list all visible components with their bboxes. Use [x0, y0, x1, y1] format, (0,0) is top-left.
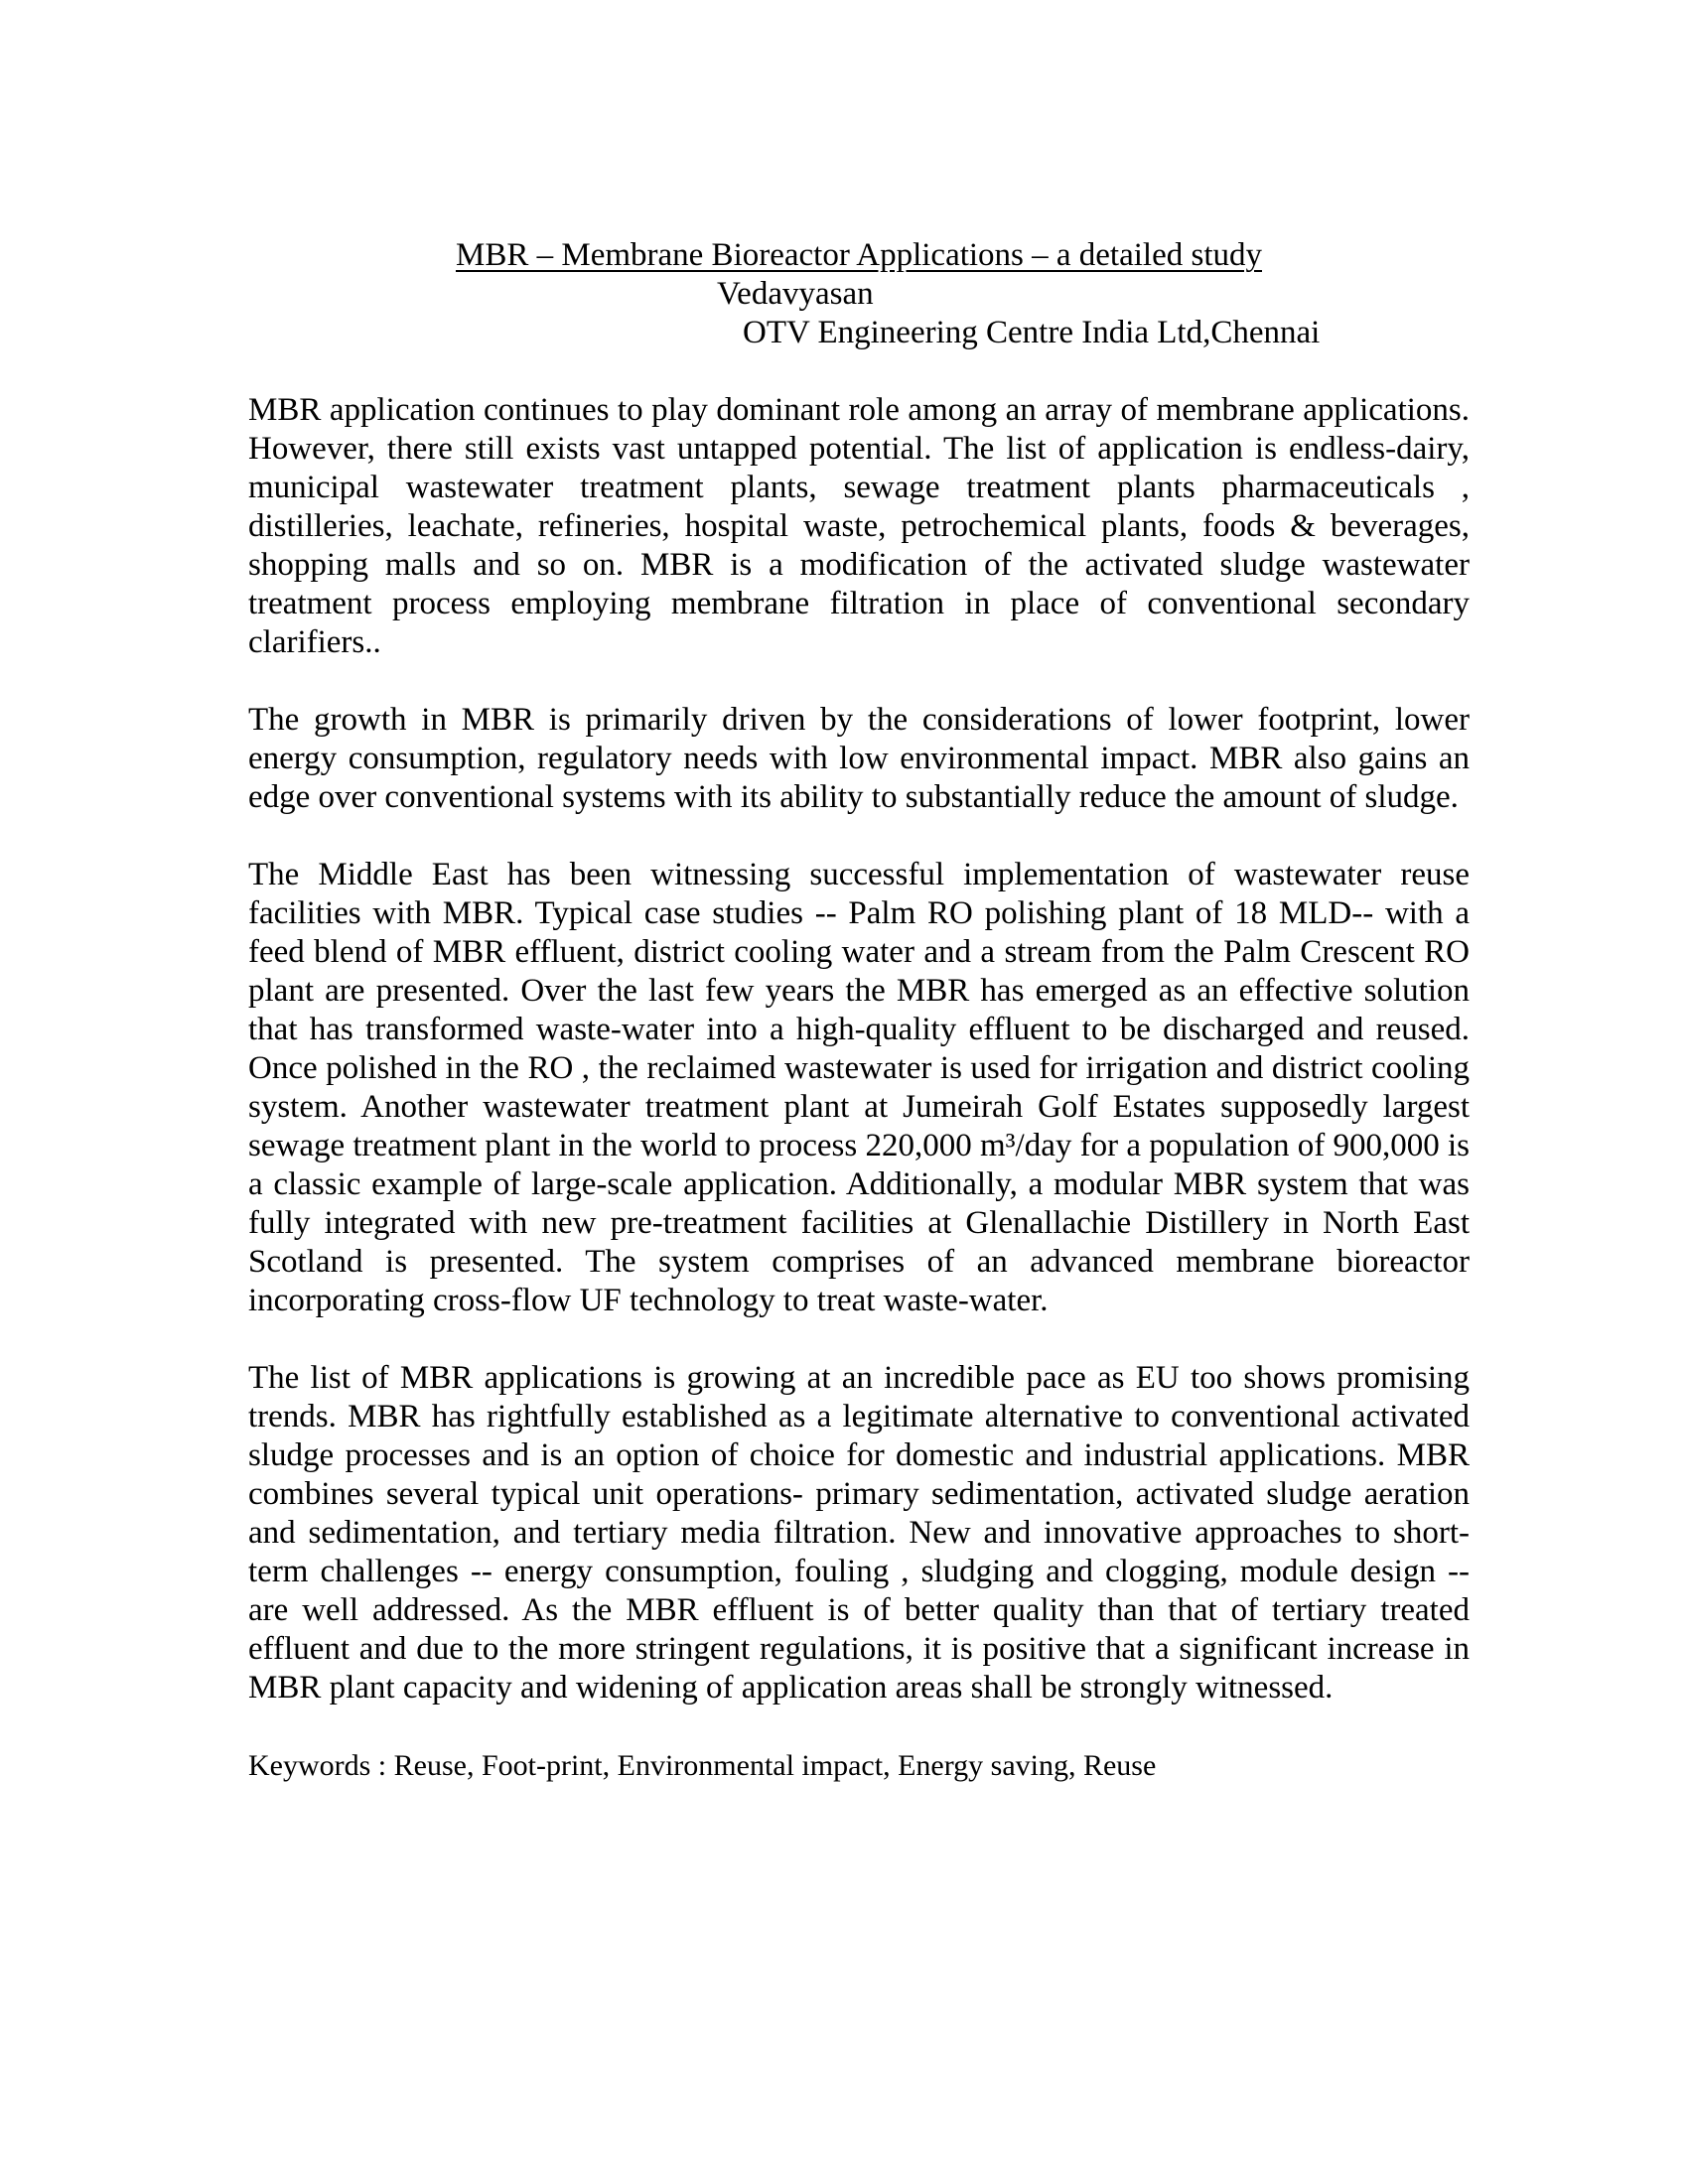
keywords-label: Keywords :: [248, 1749, 387, 1782]
keywords-list: Reuse, Foot-print, Environmental impact, Energy saving, Reuse: [393, 1749, 1157, 1782]
abstract-paragraph-4: The list of MBR applications is growing at an incredible pace as EU too shows promising trends. MBR has rightfully established as a legitimate alternative to conventional activated sludge processes and is an option of choice for domestic and industrial applications. MBR combines several typical unit operations- primary sedimentation, activated sludge aeration and sedimentation, and tertiary media filtration. New and innovative approaches to short-term challenges -- energy consumption, fouling , sludging and clogging, module design -- are well addressed. As the MBR effluent is of better quality than that of tertiary treated effluent and due to the more stringent regulations, it is positive that a significant increase in MBR plant capacity and widening of application areas shall be strongly witnessed.: [248, 1360, 1470, 1706]
affiliation: OTV Engineering Centre India Ltd,Chennai: [743, 315, 1321, 350]
keywords-line: [248, 1746, 1470, 1785]
abstract-paragraph-1: MBR application continues to play dominant role among an array of membrane applications. However, there still exists vast untapped potential. The list of application is endless-dairy, municipal wastewater treatment plants, sewage treatment plants pharmaceuticals , distilleries, leachate, refineries, hospital waste, petrochemical plants, foods & beverages, shopping malls and so on. MBR is a modification of the activated sludge wastewater treatment process employing membrane filtration in place of conventional secondary clarifiers..: [248, 392, 1470, 660]
abstract-paragraph-2: The growth in MBR is primarily driven by the considerations of lower footprint, lower energy consumption, regulatory needs with low environmental impact. MBR also gains an edge over conventional systems with its ability to substantially reduce the amount of sludge.: [248, 702, 1470, 815]
document-title: MBR – Membrane Bioreactor Applications – a detailed study: [456, 237, 1262, 273]
author-name: Vedavyasan: [717, 276, 874, 312]
title-line: [248, 236, 1470, 275]
document-header: [248, 236, 1470, 352]
abstract-paragraph-3: The Middle East has been witnessing successful implementation of wastewater reuse facilities with MBR. Typical case studies -- Palm RO polishing plant of 18 MLD-- with a feed blend of MBR effluent, district cooling water and a stream from the Palm Crescent RO plant are presented. Over the last few years the MBR has emerged as an effective solution that has transformed waste-water into a high-quality effluent to be discharged and reused. Once polished in the RO , the reclaimed wastewater is used for irrigation and district cooling system. Another wastewater treatment plant at Jumeirah Golf Estates supposedly largest sewage treatment plant in the world to process 220,000 m³/day for a population of 900,000 is a classic example of large-scale application. Additionally, a modular MBR system that was fully integrated with new pre-treatment facilities at Glenallachie Distillery in North East Scotland is presented. The system comprises of an advanced membrane bioreactor incorporating cross-flow UF technology to treat waste-water.: [248, 857, 1470, 1318]
